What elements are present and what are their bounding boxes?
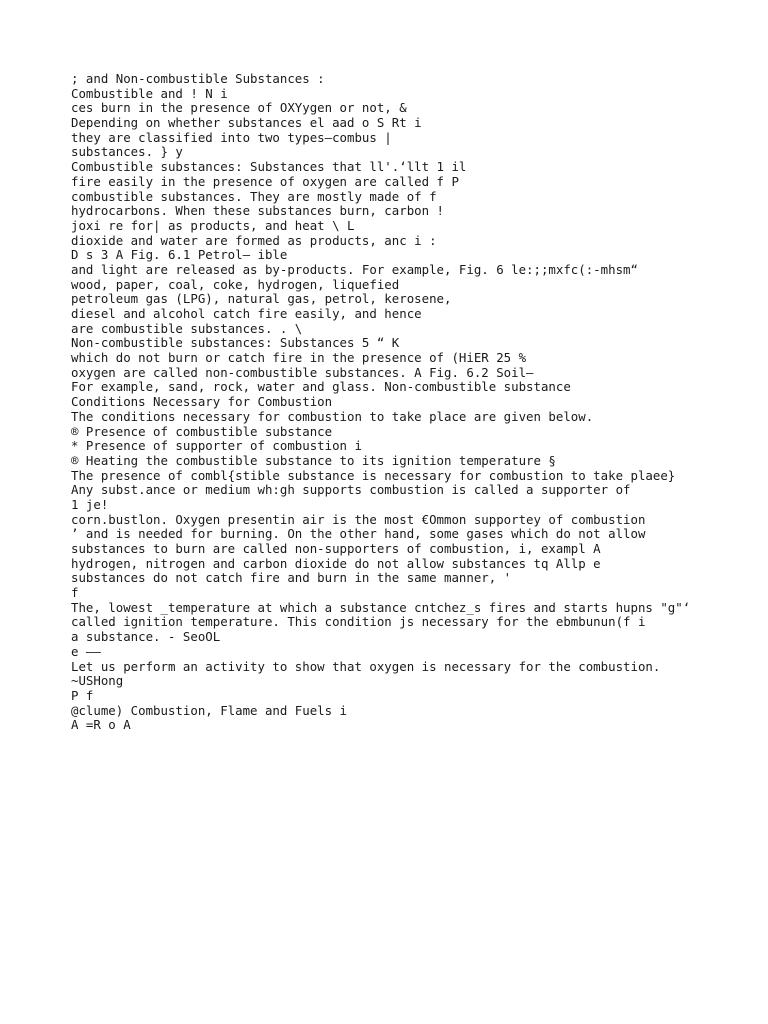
text-line: For example, sand, rock, water and glass. Non-combustible substance [71, 379, 571, 395]
text-line: joxi re for| as products, and heat \ L [71, 217, 355, 233]
text-line: fire easily in the presence of oxygen are called f P [71, 173, 459, 189]
text-line: substances to burn are called non-supporters of combustion, i, exampl A [71, 541, 601, 556]
text-line: dioxide and water are formed as products, anc i : [71, 232, 437, 248]
text-line: e —— [71, 643, 101, 659]
text-line: D s 3 A Fig. 6.1 Petrol— ible [71, 247, 288, 263]
text-line: corn.bustlon. Oxygen presentin air is the most €Ommon supportey of combustion [71, 511, 646, 527]
text-line: ® Heating the combustible substance to its ignition temperature § [71, 452, 556, 468]
text-line: 1 je! [71, 496, 109, 512]
text-line: hydrocarbons. When these substances burn, carbon ! [71, 203, 444, 219]
text-line: Non-combustible substances: Substances 5 “ K [71, 335, 400, 351]
text-line: P f [71, 687, 94, 703]
text-line: A =R o A [71, 717, 131, 733]
text-line: which do not burn or catch fire in the presence of (HiER 25 % [71, 350, 527, 366]
text-line: ; and Non-combustible Substances : [71, 71, 325, 86]
text-line: substances. } y [71, 144, 183, 160]
text-line: a substance. - SeoOL [71, 629, 221, 645]
text-line: substances do not catch fire and burn in the same manner, ' [71, 570, 512, 586]
text-line: f [71, 585, 79, 601]
text-line: Depending on whether substances el aad o S Rt i [71, 115, 422, 131]
text-line: The conditions necessary for combustion to take place are given below. [71, 408, 594, 424]
text-line: hydrogen, nitrogen and carbon dioxide do not allow substances tq Allp e [71, 555, 601, 571]
text-line: The, lowest _temperature at which a substance cntchez_s fires and starts hupns "g"‘ [71, 599, 691, 615]
text-line: oxygen are called non-combustible substances. A Fig. 6.2 Soil— [71, 364, 534, 380]
text-line: wood, paper, coal, coke, hydrogen, liquefied [71, 276, 400, 292]
text-line: * Presence of supporter of combustion i [71, 438, 362, 454]
text-line: they are classified into two types—combus | [71, 129, 392, 145]
text-line: petroleum gas (LPG), natural gas, petrol, kerosene, [71, 291, 452, 307]
text-line: and light are released as by-products. For example, Fig. 6 le:;;mxfc(:-mhsm“ [71, 261, 638, 277]
text-line: ’ and is needed for burning. On the other hand, some gases which do not allow [71, 526, 646, 542]
text-line: Any subst.ance or medium wh:gh supports combustion is called a supporter of [71, 482, 631, 498]
ocr-text-block [71, 72, 751, 733]
text-line: @clume) Combustion, Flame and Fuels i [71, 702, 348, 718]
text-line: Combustible substances: Substances that ll'.‘llt 1 il [71, 159, 467, 175]
text-line: are combustible substances. . \ [71, 320, 303, 336]
text-line: called ignition temperature. This condition js necessary for the ebmbunun(f i [71, 614, 646, 630]
text-line: Let us perform an activity to show that oxygen is necessary for the combustion. [71, 658, 661, 674]
text-line: Combustible and ! N i [71, 85, 228, 101]
text-line: ® Presence of combustible substance [71, 423, 333, 439]
text-line: diesel and alcohol catch fire easily, and hence [71, 306, 422, 321]
text-line: The presence of combl{stible substance is necessary for combustion to take plaee} [71, 467, 676, 483]
text-line: ~USHong [71, 673, 124, 689]
text-line: Conditions Necessary for Combustion [71, 394, 333, 410]
text-line: ces burn in the presence of OXYygen or not, & [71, 100, 407, 116]
text-line: combustible substances. They are mostly made of f [71, 188, 437, 204]
